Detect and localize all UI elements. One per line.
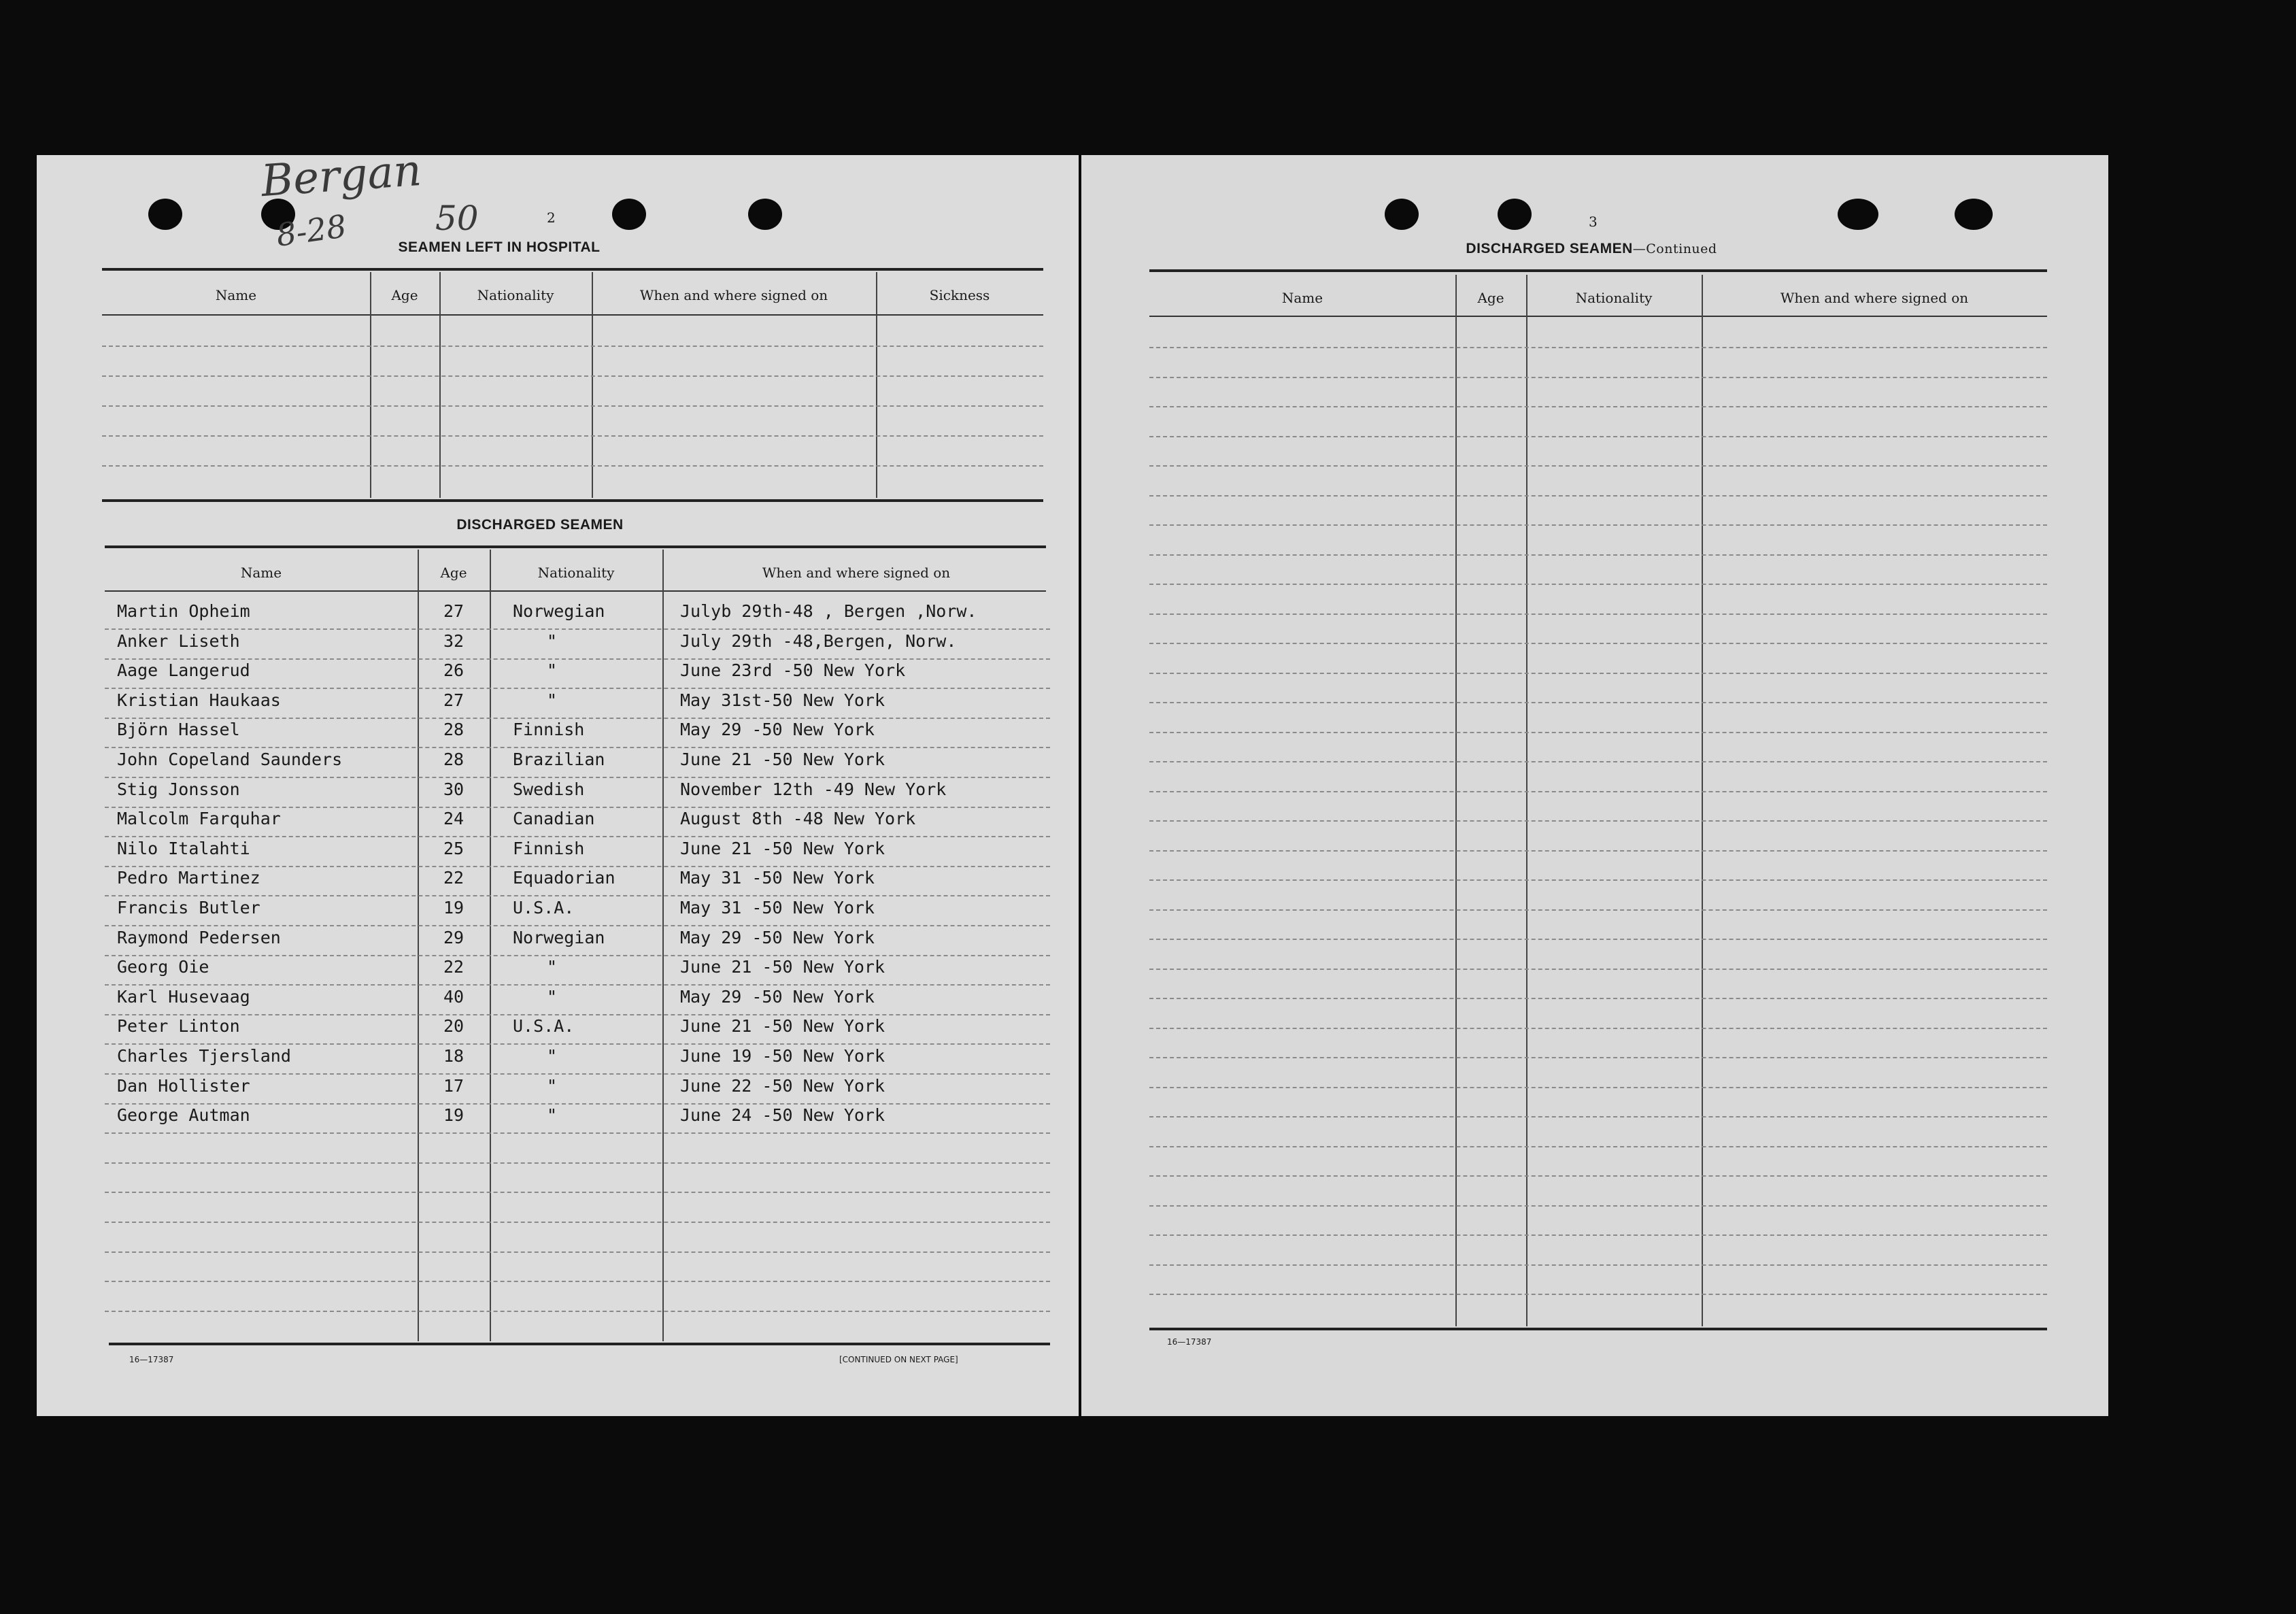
column-header: Age (1477, 290, 1504, 306)
ruled-line (105, 1222, 1050, 1223)
column-header: Nationality (477, 287, 554, 303)
right-page (1081, 155, 2108, 1416)
cell-nationality: " (547, 660, 558, 681)
cell-nationality: Finnish (513, 838, 585, 858)
punch-hole (1955, 199, 1993, 230)
ruled-line (105, 1311, 1050, 1312)
ruled-line (1149, 347, 2047, 348)
cell-nationality: " (547, 986, 558, 1007)
continued-table-bottom-rule (1149, 1328, 2047, 1330)
ruled-line (105, 1192, 1050, 1193)
ruled-line (105, 1073, 1050, 1075)
cell-name: Aage Langerud (117, 660, 250, 681)
cell-age: 22 (443, 868, 465, 888)
left-page (37, 145, 1079, 1416)
ruled-line (1149, 1264, 2047, 1266)
column-divider (1702, 275, 1703, 1326)
column-header: Nationality (537, 565, 615, 581)
cell-name: Björn Hassel (117, 720, 240, 740)
cell-signed-on: June 21 -50 New York (680, 1016, 885, 1037)
ruled-line (105, 807, 1050, 808)
column-divider (1455, 275, 1457, 1326)
continued-table-top-rule (1149, 269, 2047, 272)
ruled-line (105, 1162, 1050, 1164)
continued-note: [CONTINUED ON NEXT PAGE] (839, 1355, 958, 1364)
cell-age: 20 (443, 1016, 465, 1037)
punch-hole (612, 199, 646, 230)
cell-age: 19 (443, 1105, 465, 1126)
ruled-line (102, 405, 1043, 407)
cell-signed-on: November 12th -49 New York (680, 779, 947, 799)
ruled-line (1149, 1116, 2047, 1117)
cell-signed-on: June 23rd -50 New York (680, 660, 906, 681)
cell-nationality: U.S.A. (513, 898, 575, 918)
cell-nationality: Brazilian (513, 750, 605, 769)
ruled-line (105, 925, 1050, 926)
ruled-line (105, 1043, 1050, 1045)
ruled-line (105, 1014, 1050, 1015)
cell-nationality: Norwegian (513, 601, 605, 621)
cell-nationality: " (547, 1105, 558, 1126)
column-divider (592, 272, 593, 498)
column-header: When and where signed on (1780, 290, 1969, 306)
punch-hole (1385, 199, 1419, 230)
punch-hole (1838, 199, 1878, 230)
handwritten-number: 50 (435, 199, 479, 238)
ruled-line (1149, 673, 2047, 674)
column-header: Age (440, 565, 467, 581)
cell-signed-on: May 31 -50 New York (680, 898, 875, 918)
ruled-line (1149, 732, 2047, 733)
ruled-line (102, 435, 1043, 437)
cell-age: 19 (443, 898, 465, 918)
ruled-line (105, 1103, 1050, 1105)
cell-nationality: " (547, 631, 558, 651)
cell-signed-on: June 19 -50 New York (680, 1046, 885, 1066)
column-divider (439, 272, 441, 498)
column-header: When and where signed on (639, 287, 828, 303)
continued-header-rule (1149, 316, 2047, 317)
ruled-line (105, 1132, 1050, 1134)
ruled-line (1149, 1146, 2047, 1147)
discharged-section-title: DISCHARGED SEAMEN (456, 517, 624, 533)
cell-name: Raymond Pedersen (117, 927, 281, 947)
cell-signed-on: June 22 -50 New York (680, 1075, 885, 1096)
cell-name: Pedro Martinez (117, 868, 260, 888)
ruled-line (102, 346, 1043, 347)
cell-signed-on: Julyb 29th-48 , Bergen ,Norw. (680, 601, 977, 621)
ruled-line (105, 658, 1050, 660)
hospital-section-title: SEAMEN LEFT IN HOSPITAL (398, 239, 601, 255)
column-header: Sickness (929, 287, 990, 303)
ruled-line (1149, 1175, 2047, 1177)
page-number: 2 (547, 209, 556, 226)
ruled-line (105, 777, 1050, 778)
cell-name: John Copeland Saunders (117, 750, 343, 769)
ruled-line (1149, 613, 2047, 615)
hospital-table-top-rule (102, 268, 1043, 271)
discharged-table-top-rule (105, 545, 1046, 548)
cell-name: Anker Liseth (117, 631, 240, 651)
cell-name: Charles Tjersland (117, 1046, 291, 1066)
ruled-line (102, 375, 1043, 377)
cell-name: Martin Opheim (117, 601, 250, 621)
cell-age: 40 (443, 986, 465, 1007)
column-header: When and where signed on (762, 565, 951, 581)
hospital-table-bottom-rule (102, 499, 1043, 502)
cell-signed-on: May 29 -50 New York (680, 927, 875, 947)
cell-signed-on: June 21 -50 New York (680, 838, 885, 858)
cell-name: Kristian Haukaas (117, 690, 281, 710)
ruled-line (102, 465, 1043, 467)
ruled-line (1149, 584, 2047, 585)
punch-hole (748, 199, 782, 230)
ruled-line (105, 866, 1050, 867)
ruled-line (1149, 879, 2047, 881)
cell-age: 27 (443, 690, 465, 710)
ruled-line (105, 688, 1050, 689)
ruled-line (1149, 1205, 2047, 1207)
ruled-line (1149, 554, 2047, 556)
cell-nationality: " (547, 690, 558, 710)
cell-nationality: Norwegian (513, 927, 605, 947)
continued-section-title (1421, 241, 1761, 257)
cell-signed-on: May 31 -50 New York (680, 868, 875, 888)
cell-nationality: U.S.A. (513, 1016, 575, 1037)
ruled-line (1149, 820, 2047, 822)
cell-age: 29 (443, 927, 465, 947)
ruled-line (1149, 761, 2047, 762)
cell-signed-on: June 21 -50 New York (680, 750, 885, 769)
discharged-header-rule (105, 590, 1046, 592)
cell-age: 26 (443, 660, 465, 681)
cell-nationality: Canadian (513, 809, 595, 829)
cell-age: 25 (443, 838, 465, 858)
ruled-line (1149, 495, 2047, 497)
discharged-table-bottom-rule (109, 1343, 1050, 1345)
cell-signed-on: May 31st-50 New York (680, 690, 885, 710)
ruled-line (1149, 998, 2047, 999)
form-number: 16—17387 (129, 1355, 174, 1364)
ruled-line (105, 984, 1050, 986)
column-header: Name (215, 287, 257, 303)
ruled-line (105, 836, 1050, 837)
cell-age: 18 (443, 1046, 465, 1066)
cell-age: 28 (443, 750, 465, 769)
cell-nationality: Swedish (513, 779, 585, 799)
cell-age: 28 (443, 720, 465, 740)
cell-nationality: " (547, 1075, 558, 1096)
ruled-line (105, 955, 1050, 956)
cell-name: George Autman (117, 1105, 250, 1126)
ruled-line (105, 718, 1050, 719)
cell-name: Malcolm Farquhar (117, 809, 281, 829)
handwritten-ship-name: Bergan (259, 145, 424, 207)
hospital-header-rule (102, 314, 1043, 316)
cell-name: Georg Oie (117, 957, 209, 977)
cell-age: 27 (443, 601, 465, 621)
cell-nationality: " (547, 1046, 558, 1066)
cell-signed-on: May 29 -50 New York (680, 986, 875, 1007)
continued-title: DISCHARGED SEAMEN (1466, 241, 1633, 256)
ruled-line (105, 747, 1050, 748)
column-header: Nationality (1575, 290, 1653, 306)
cell-name: Karl Husevaag (117, 986, 250, 1007)
cell-signed-on: May 29 -50 New York (680, 720, 875, 740)
cell-name: Stig Jonsson (117, 779, 240, 799)
cell-name: Nilo Italahti (117, 838, 250, 858)
ruled-line (105, 628, 1050, 630)
column-header: Age (391, 287, 418, 303)
cell-name: Peter Linton (117, 1016, 240, 1037)
ruled-line (1149, 702, 2047, 703)
punch-hole (148, 199, 182, 230)
ruled-line (1149, 1234, 2047, 1236)
ruled-line (1149, 850, 2047, 852)
continued-suffix: —Continued (1632, 241, 1717, 256)
ruled-line (1149, 909, 2047, 911)
ruled-line (1149, 524, 2047, 526)
cell-age: 24 (443, 809, 465, 829)
cell-nationality: " (547, 957, 558, 977)
ruled-line (105, 895, 1050, 896)
cell-name: Dan Hollister (117, 1075, 250, 1096)
form-number: 16—17387 (1167, 1337, 1212, 1347)
ruled-line (105, 1281, 1050, 1282)
ruled-line (1149, 406, 2047, 407)
ruled-line (1149, 939, 2047, 940)
ruled-line (1149, 969, 2047, 970)
handwritten-date: 8-28 (273, 207, 349, 254)
ruled-line (1149, 1294, 2047, 1295)
column-divider (370, 272, 371, 498)
cell-signed-on: June 24 -50 New York (680, 1105, 885, 1126)
ruled-line (1149, 1087, 2047, 1088)
cell-signed-on: July 29th -48,Bergen, Norw. (680, 631, 957, 651)
ruled-line (1149, 791, 2047, 792)
cell-nationality: Finnish (513, 720, 585, 740)
cell-nationality: Equadorian (513, 868, 615, 888)
cell-age: 17 (443, 1075, 465, 1096)
ruled-line (105, 1251, 1050, 1253)
ruled-line (1149, 436, 2047, 437)
ruled-line (1149, 1057, 2047, 1058)
ruled-line (1149, 465, 2047, 467)
column-header: Name (1281, 290, 1323, 306)
column-header: Name (240, 565, 282, 581)
page-number: 3 (1589, 214, 1598, 230)
ruled-line (1149, 643, 2047, 644)
punch-hole (1498, 199, 1532, 230)
cell-age: 30 (443, 779, 465, 799)
column-divider (1526, 275, 1527, 1326)
cell-age: 22 (443, 957, 465, 977)
column-divider (876, 272, 877, 498)
cell-signed-on: August 8th -48 New York (680, 809, 916, 829)
ruled-line (1149, 377, 2047, 378)
cell-name: Francis Butler (117, 898, 260, 918)
cell-signed-on: June 21 -50 New York (680, 957, 885, 977)
cell-age: 32 (443, 631, 465, 651)
ruled-line (1149, 1028, 2047, 1029)
